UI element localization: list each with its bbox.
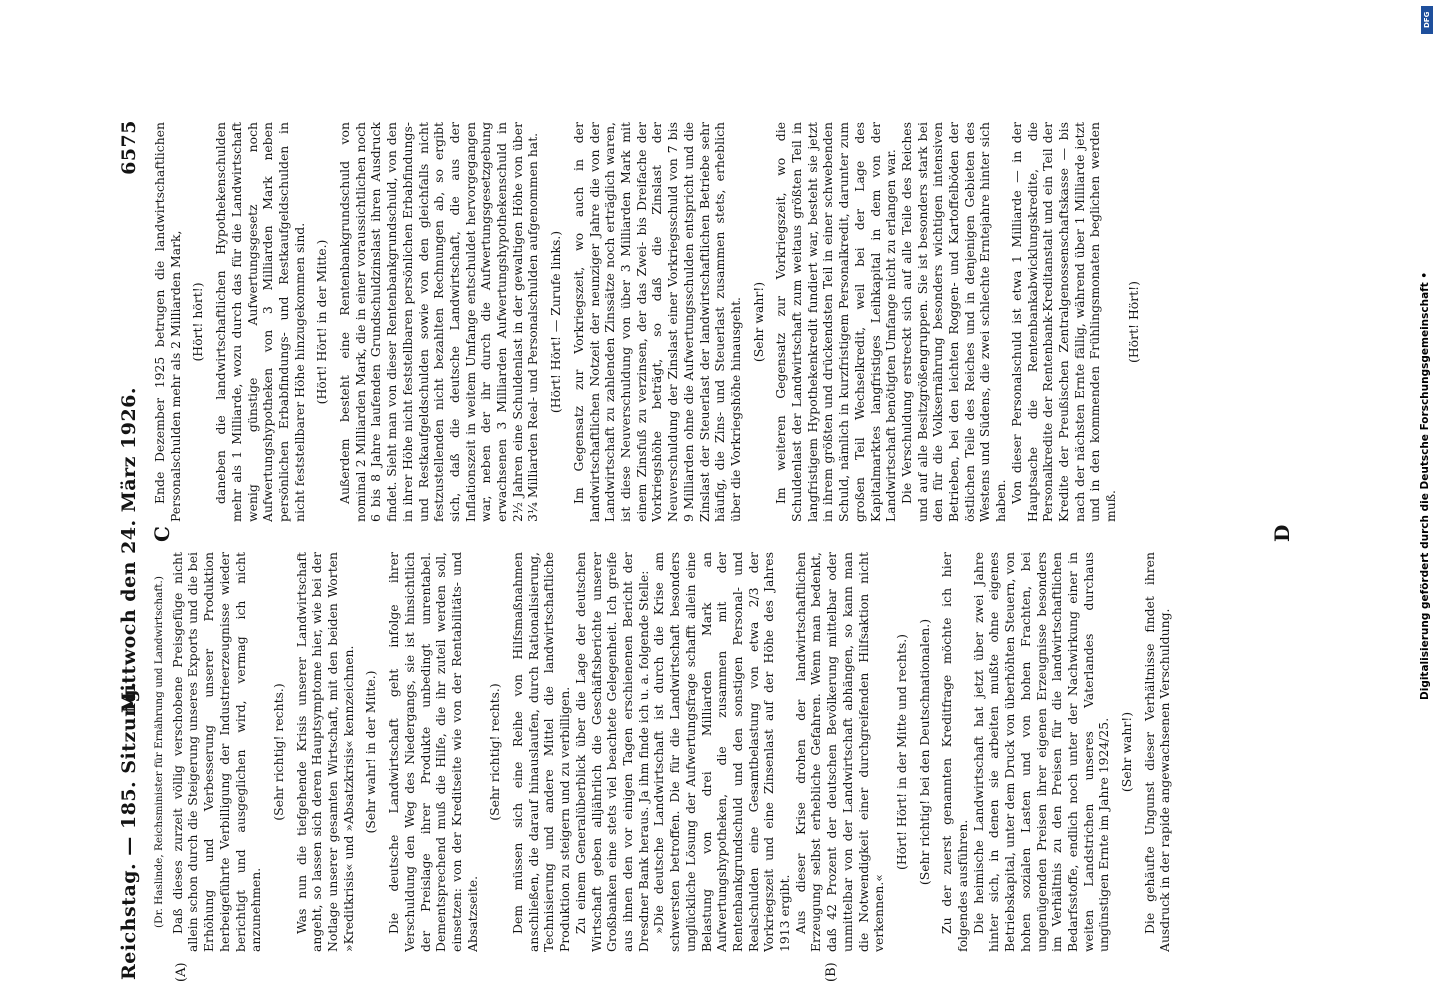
interjection: (Sehr richtig! rechts.) bbox=[270, 683, 286, 821]
page-header bbox=[118, 120, 148, 980]
paragraph: daneben die landwirtschaftlichen Hypothekenschulden mehr als 1 Milliarde, wozu durch das für die Landwirtschaft wenig günstige Aufwertungsgesetz noch Aufwertungshypotheken von 3 Milliarden Mark neben persönlichen Erbabfindungs- und Restkaufgeldschulden in nicht feststellbarer Höhe hinzugekommen sind. bbox=[213, 122, 307, 522]
paragraph: Daß dieses zurzeit völlig verschobene Preisgefüge nicht allein schon durch die Steigerung unseres Exports und die bei Erhöhung und Verbesserung unserer Produktion herbeigeführte Verbilligung der Industrieerzeugnisse wieder berichtigt und ausgeglichen wird, vermag ich nicht anzunehmen. bbox=[169, 552, 264, 952]
interjection: (Hört! Hört! in der Mitte und rechts.) bbox=[893, 634, 909, 871]
rotated-page bbox=[112, 100, 1322, 1000]
right-column bbox=[152, 122, 1302, 522]
paragraph: Was nun die tiefgehende Krisis unserer Landwirtschaft angeht, so lassen sich deren Hauptsymptome hier, wie bei der Notlage unserer gesamten Wirtschaft, mit den beiden Worten »Kreditkrisis« und »Absatzkrisis« kennzeichnen. bbox=[293, 552, 356, 952]
interjection: (Hört! Hört!) bbox=[1125, 281, 1141, 363]
interjection: (Sehr wahr!) bbox=[750, 281, 766, 363]
interjection: (Sehr richtig! bei den Deutschnationalen.) bbox=[916, 618, 932, 886]
interjection: (Sehr richtig! rechts.) bbox=[487, 683, 503, 821]
quote-paragraph: Aus dieser Krise drohen der landwirtschaftlichen Erzeugung selbst erhebliche Gefahren. Wenn man bedenkt, daß 42 Prozent der deutschen Bevölkerung mittelbar oder unmittelbar von der Landwirtschaft abhängen, so kann man die Notwendigkeit einer durchgreifenden Hilfsaktion nicht verkennen.« bbox=[792, 552, 887, 952]
paragraph: Die Verschuldung erstreckt sich auf alle Teile des Reiches und auf alle Besitzgrößengruppen. Sie ist besonders stark bei den für die Volksernährung besonders wichtigen intensiven Betrieben, bei den leichten Roggen- und Kartoffelböden der östlichen Teile des Reiches und in denjenigen Gebieten des Westens und Südens, die zwei schlechte Erntejahre hinter sich haben. bbox=[898, 122, 1009, 522]
interjection: (Hört! hört!) bbox=[190, 282, 206, 362]
header-page-number: 6575 bbox=[118, 120, 140, 175]
margin-marker-c: C bbox=[150, 526, 174, 542]
digitization-footer bbox=[1418, 0, 1434, 1000]
paragraph: Im weiteren Gegensatz zur Vorkriegszeit, wo die Schuldenlast der Landwirtschaft zum weitaus größten Teil in langfristigem Hypothekenkredit fundiert war, besteht sie jetzt in ihrem größten und drückendsten Teil in einer schwebenden Schuld, nämlich in kurzfristigem Personalkredit, darunter zum großen Teil Wechselkredit, weil bei der Lage des Kapitalmarktes langfristiges Leihkapital in dem von der Landwirtschaft benötigten Umfange nicht zu erlangen war. bbox=[773, 122, 899, 522]
interjection: (Hört! Hört! in der Mitte.) bbox=[314, 239, 330, 405]
header-left: Reichstag. — 185. Sitzung. bbox=[118, 681, 140, 980]
paragraph: Außerdem besteht eine Rentenbankgrundschuld von nominal 2 Milliarden Mark, die in einer voraussichtlichen noch 6 bis 8 Jahre laufenden Grundschuldzinslast ihren Ausdruck findet. Sieht man von dieser Rentenbankgrundschuld, von den in ihrer Höhe nicht feststellbaren persönlichen Erbabfindungs- und Restkaufgeldschulden sowie von den gleichfalls nicht festzustellenden nicht bezahlten Rechnungen ab, so ergibt sich, daß die deutsche Landwirtschaft, die aus der Inflationszeit in weitem Umfange entschuldet hervorgegangen war, neben der ihr durch die Aufwertungsgesetzgebung erwachsenen 3 Milliarden Aufwertungshypothekenschuld in 2½ Jahren eine Schuldenlast in der gewaltigen Höhe von über 3¼ Milliarden Real- und Personalschulden aufgenommen hat. bbox=[337, 122, 541, 522]
paragraph: Im Gegensatz zur Vorkriegszeit, wo auch in der landwirtschaftlichen Notzeit der neunziger Jahre die von der Landwirtschaft zu zahlenden Zinssätze noch erträglich waren, ist diese Neuverschuldung von über 3 Milliarden Mark mit einem Zinsfuß zu verzinsen, der das Zwei- bis Dreifache der Vorkriegshöhe beträgt, so daß die Zinslast der Neuverschuldung der Zinslast einer Vorkriegsschuld von 7 bis 9 Milliarden ohne die Aufwertungsschulden entspricht und die Zinslast der Steuerlast der landwirtschaftlichen Betriebe sehr häufig, die Zins- und Steuerlast zusammen stets, erheblich über die Vorkriegshöhe hinausgeht. bbox=[570, 122, 743, 522]
paragraph: Die deutsche Landwirtschaft geht infolge ihrer Verschuldung den Weg des Niedergangs, sie ist hinsichtlich der Preislage ihrer Produkte unbedingt unrentabel. Dementsprechend muß die Hilfe, die ihr zuteil werden soll, einsetzen: von der Kreditseite wie von der Rentabilitäts- und Absatzseite. bbox=[386, 552, 480, 952]
paragraph: Von dieser Personalschuld ist etwa 1 Milliarde — in der Hauptsache die Rentenbankabwicklungskredite, die Personalkredite der Rentenbank-Kreditanstalt und ein Teil der Kredite der Preußischen Zentralgenossenschaftskasse — bis nach der nächsten Ernte fällig, während über 1 Milliarde jetzt und in den kommenden Frühlingsmonaten beglichen werden muß. bbox=[1008, 122, 1119, 522]
speaker-line: (Dr. Haslinde, Reichsminister für Ernährung und Landwirtschaft.) bbox=[153, 576, 165, 928]
interjection: (Sehr wahr! in der Mitte.) bbox=[363, 670, 379, 834]
interjection: (Hört! Hört! — Zurufe links.) bbox=[548, 230, 564, 414]
paragraph: Ende Dezember 1925 betrugen die landwirtschaftlichen Personalschulden mehr als 2 Milliarden Mark, bbox=[152, 122, 183, 522]
paragraph: Dem müssen sich eine Reihe von Hilfsmaßnahmen anschließen, die darauf hinauslaufen, durch Rationalisierung, Technisierung und andere Mittel die landwirtschaftliche Produktion zu steigern und zu verbilligen. bbox=[510, 552, 573, 952]
left-column bbox=[152, 552, 1302, 952]
quote-paragraph: »Die deutsche Landwirtschaft ist durch die Krise am schwersten betroffen. Die für die Landwirtschaft besonders unglückliche Lösung der Aufwertungsfrage schafft allein eine Belastung von drei Milliarden Mark an Aufwertungshypotheken, die zusammen mit der Rentenbankgrundschuld und den sonstigen Personal- und Realschulden eine Gesamtbelastung von etwa 2/3 der Vorkriegszeit und eine Zinsenlast auf der Höhe des Jahres 1913 ergibt. bbox=[651, 552, 793, 952]
paragraph: Zu einem Generalüberblick über die Lage der deutschen Wirtschaft geben alljährlich die Geschäftsberichte unserer Großbanken eine stets viel beachtete Gelegenheit. Ich greife aus ihnen den vor einigen Tagen erschienenen Bericht der Dresdner Bank heraus. Ja ihm finde ich u. a. folgende Stelle: bbox=[572, 552, 651, 952]
paragraph: Zu der zuerst genannten Kreditfrage möchte ich hier folgendes ausführen. bbox=[939, 552, 971, 952]
header-center: Mittwoch den 24. März 1926. bbox=[118, 386, 140, 714]
margin-marker-d: D bbox=[1270, 524, 1294, 542]
paragraph: Die heimische Landwirtschaft hat jetzt über zwei Jahre hinter sich, in denen sie arbeiten mußte ohne eigenes Betriebskapital, unter dem Druck von überhöhten Steuern, von hohen sozialen Lasten und von hohen Frachten, bei ungenügenden Preisen ihrer eigenen Erzeugnisse besonders im Verhältnis zu den Preisen für die landwirtschaftlichen Bedarfsstoffe, endlich noch unter der Nachwirkung einer in weiten Landstrichen unseres Vaterlandes durchaus ungünstigen Ernte im Jahre 1924/25. bbox=[970, 552, 1112, 952]
margin-marker-a: (A) bbox=[174, 962, 189, 982]
paragraph: Die gehäufte Ungunst dieser Verhältnisse findet ihren Ausdruck in der rapide angewachsenen Verschuldung. bbox=[1141, 552, 1173, 952]
interjection: (Sehr wahr!) bbox=[1119, 711, 1135, 793]
margin-marker-b: (B) bbox=[824, 962, 839, 982]
dfg-logo: DFG bbox=[1421, 6, 1433, 34]
footer-text: Digitalisierung gefördert durch die Deutsche Forschungsgemeinschaft • bbox=[1419, 271, 1431, 700]
